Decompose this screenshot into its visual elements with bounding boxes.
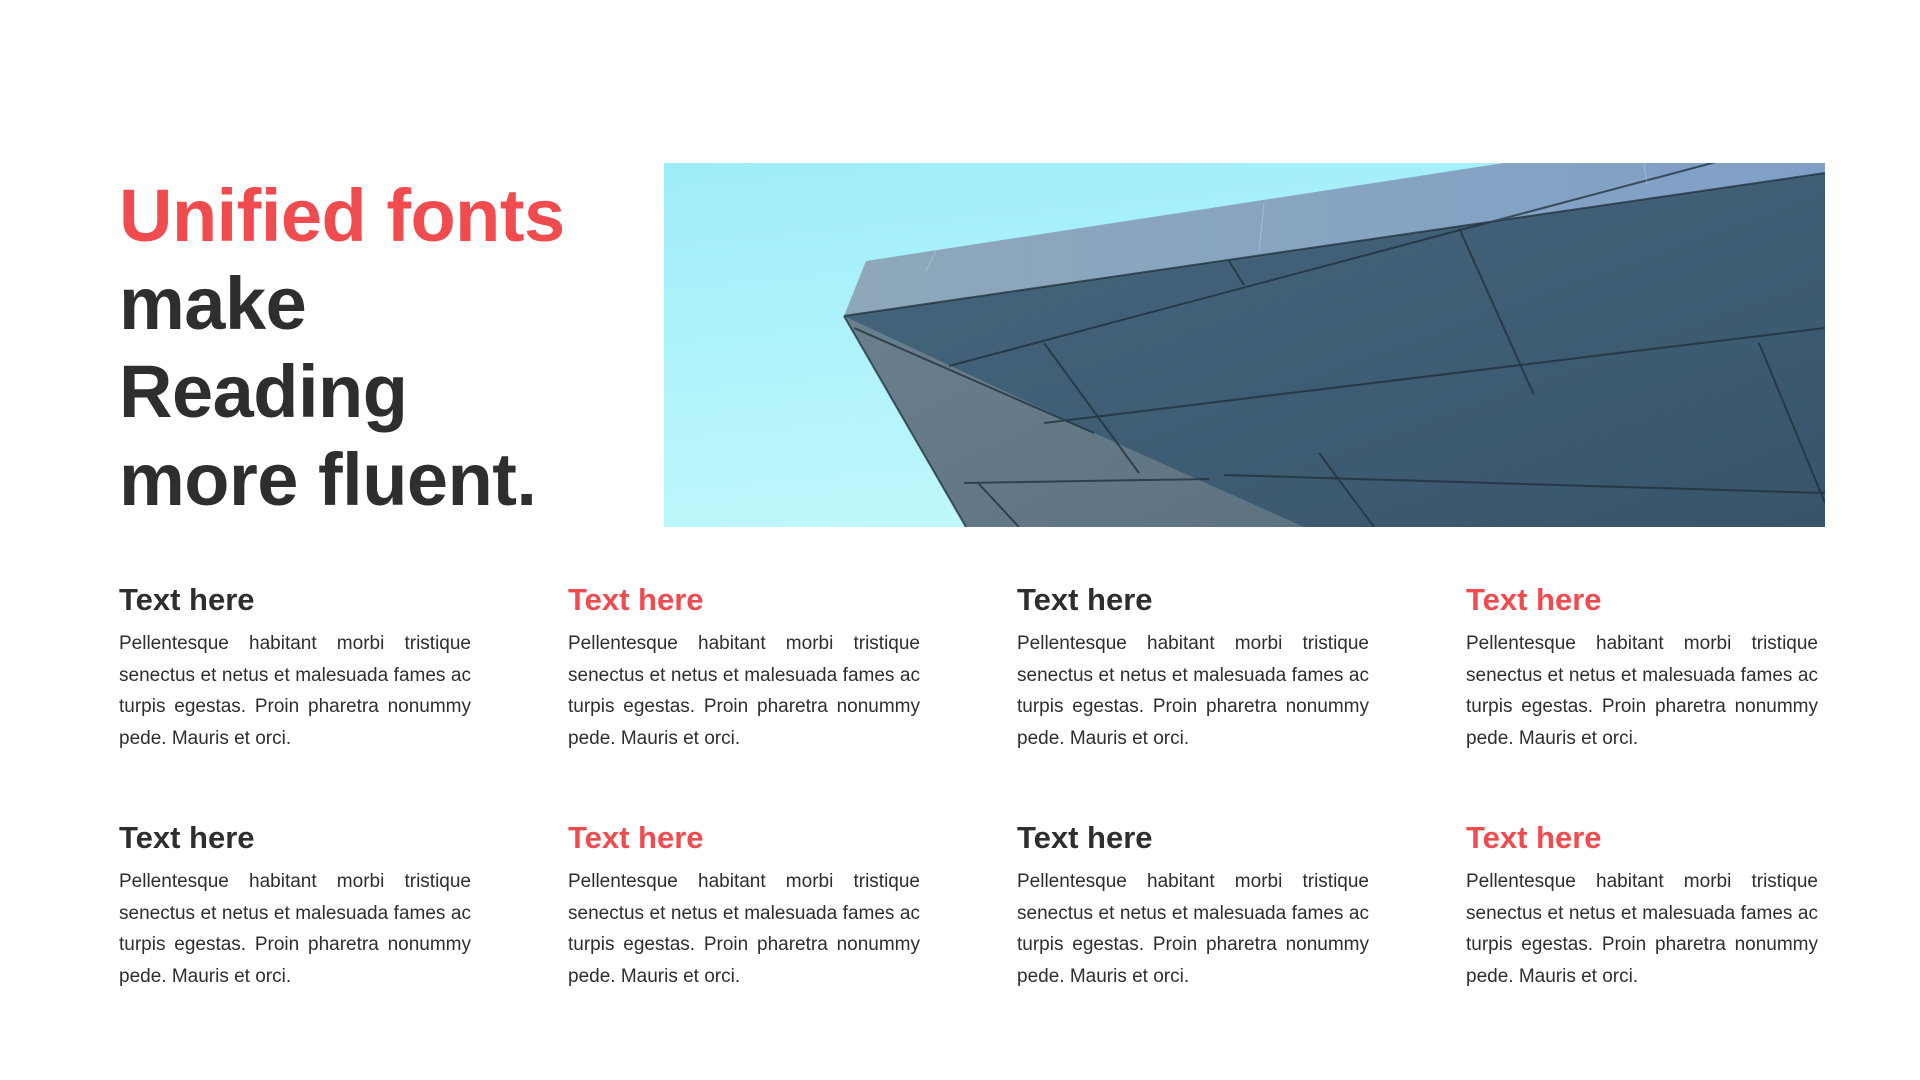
block-title: Text here <box>119 820 255 855</box>
text-block <box>119 818 479 1056</box>
block-body: Pellentesque habitant morbi tristique senectus et netus et malesuada fames ac turpis egestas. Proin pharetra nonummy pede. Mauris et orci. <box>568 633 920 749</box>
headline-line-2: Reading <box>119 350 408 433</box>
text-block <box>568 580 928 818</box>
block-body: Pellentesque habitant morbi tristique senectus et netus et malesuada fames ac turpis egestas. Proin pharetra nonummy pede. Mauris et orci. <box>119 871 471 987</box>
text-block <box>1017 580 1377 818</box>
block-title: Text here <box>1466 582 1602 617</box>
headline-line-3: more fluent. <box>119 438 537 521</box>
slide-headline <box>119 172 639 524</box>
block-title: Text here <box>568 582 704 617</box>
text-block <box>119 580 479 818</box>
text-block <box>1017 818 1377 1056</box>
block-title: Text here <box>1466 820 1602 855</box>
building-photo <box>664 163 1825 527</box>
headline-accent: Unified fonts <box>119 174 565 257</box>
block-body: Pellentesque habitant morbi tristique senectus et netus et malesuada fames ac turpis egestas. Proin pharetra nonummy pede. Mauris et orci. <box>119 633 471 749</box>
block-title: Text here <box>1017 820 1153 855</box>
block-title: Text here <box>119 582 255 617</box>
block-body: Pellentesque habitant morbi tristique senectus et netus et malesuada fames ac turpis egestas. Proin pharetra nonummy pede. Mauris et orci. <box>1017 633 1369 749</box>
block-title: Text here <box>568 820 704 855</box>
block-title: Text here <box>1017 582 1153 617</box>
headline-line-1: make <box>119 262 307 345</box>
block-body: Pellentesque habitant morbi tristique senectus et netus et malesuada fames ac turpis egestas. Proin pharetra nonummy pede. Mauris et orci. <box>568 871 920 987</box>
text-block <box>568 818 928 1056</box>
text-block <box>1466 818 1826 1056</box>
block-body: Pellentesque habitant morbi tristique senectus et netus et malesuada fames ac turpis egestas. Proin pharetra nonummy pede. Mauris et orci. <box>1466 633 1818 749</box>
text-block <box>1466 580 1826 818</box>
block-body: Pellentesque habitant morbi tristique senectus et netus et malesuada fames ac turpis egestas. Proin pharetra nonummy pede. Mauris et orci. <box>1466 871 1818 987</box>
text-grid <box>119 580 1859 1056</box>
block-body: Pellentesque habitant morbi tristique senectus et netus et malesuada fames ac turpis egestas. Proin pharetra nonummy pede. Mauris et orci. <box>1017 871 1369 987</box>
